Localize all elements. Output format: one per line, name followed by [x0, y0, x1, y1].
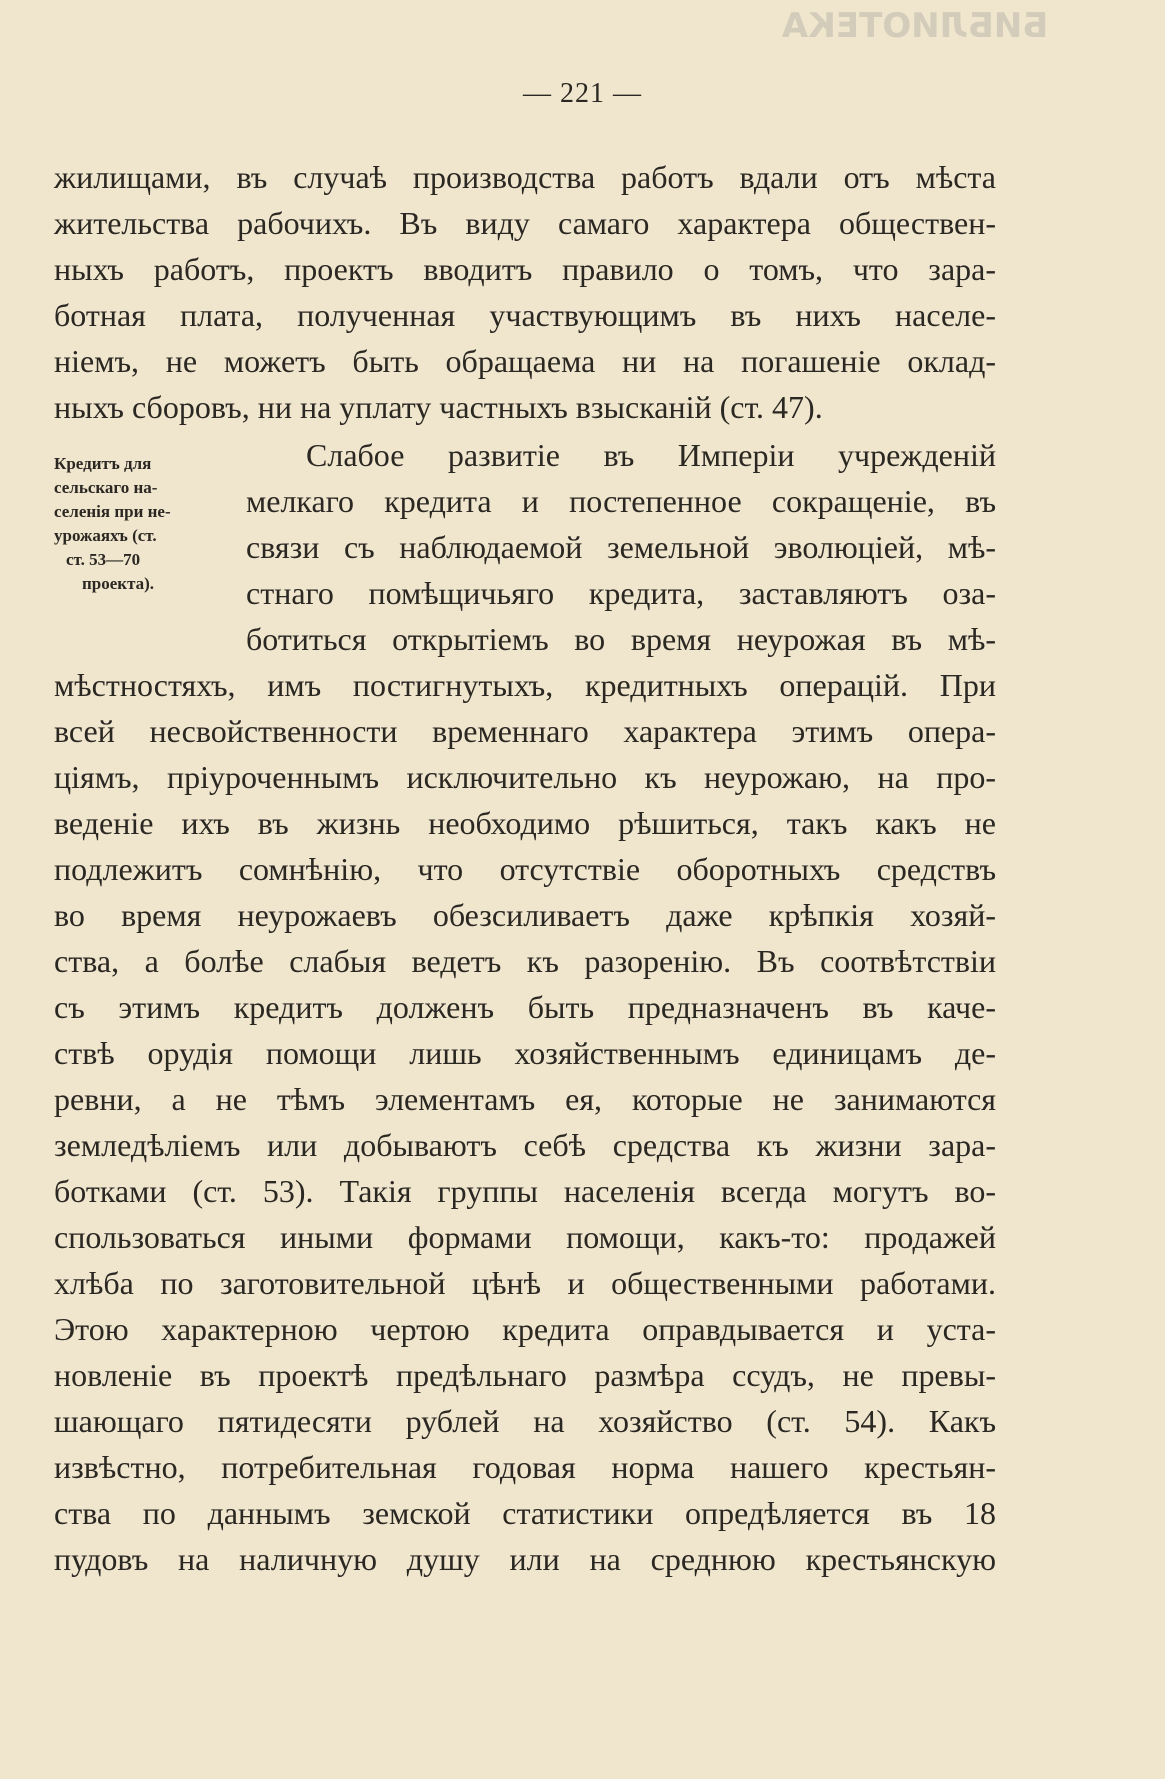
- text-line: ціямъ, пріуроченнымъ исключительно къ неурожаю, на про-: [54, 759, 996, 795]
- text-line: ботками (ст. 53). Такія группы населенія всегда могутъ во-: [54, 1173, 996, 1209]
- text-line: хлѣба по заготовительной цѣнѣ и общественными работами.: [54, 1265, 996, 1301]
- text-line: ныхъ сборовъ, ни на уплату частныхъ взысканій (ст. 47).: [54, 389, 823, 425]
- text-line: ботиться открытіемъ во время неурожая въ мѣ-: [246, 621, 996, 657]
- text-line: ства по даннымъ земской статистики опредѣляется въ 18: [54, 1495, 996, 1531]
- text-line: пудовъ на наличную душу или на среднюю крестьянскую: [54, 1541, 996, 1577]
- text-line: мѣстностяхъ, имъ постигнутыхъ, кредитныхъ операцій. При: [54, 667, 996, 703]
- margin-note-line: селенія при не-: [54, 502, 171, 521]
- text-line: жилищами, въ случаѣ производства работъ вдали отъ мѣста: [54, 159, 996, 195]
- text-line: ніемъ, не можетъ быть обращаема ни на погашеніе оклад-: [54, 343, 996, 379]
- text-line: мелкаго кредита и постепенное сокращеніе, въ: [246, 483, 996, 519]
- text-line: извѣстно, потребительная годовая норма нашего крестьян-: [54, 1449, 996, 1485]
- text-line: веденіе ихъ въ жизнь необходимо рѣшиться, такъ какъ не: [54, 805, 996, 841]
- margin-note-line: сельскаго на-: [54, 478, 158, 497]
- text-line: связи съ наблюдаемой земельной эволюціей, мѣ-: [246, 529, 996, 565]
- text-line: Этою характерною чертою кредита оправдывается и уста-: [54, 1311, 996, 1347]
- text-line: ревни, а не тѣмъ элементамъ ея, которые не занимаются: [54, 1081, 996, 1117]
- text-line: земледѣліемъ или добываютъ себѣ средства къ жизни зара-: [54, 1127, 996, 1163]
- margin-note-line: урожаяхъ (ст.: [54, 526, 157, 545]
- text-line: ныхъ работъ, проектъ вводитъ правило о томъ, что зара-: [54, 251, 996, 287]
- margin-note-line: Кредитъ для: [54, 454, 152, 473]
- margin-note: [54, 452, 230, 596]
- text-line: Слабое развитіе въ Имперіи учрежденій: [306, 437, 996, 473]
- text-line: шающаго пятидесяти рублей на хозяйство (ст. 54). Какъ: [54, 1403, 996, 1439]
- page-number: — 221 —: [523, 78, 642, 109]
- text-line: ствѣ орудія помощи лишь хозяйственнымъ единицамъ де-: [54, 1035, 996, 1071]
- text-line: во время неурожаевъ обезсиливаетъ даже крѣпкія хозяй-: [54, 897, 996, 933]
- text-line: стнаго помѣщичьяго кредита, заставляютъ оза-: [246, 575, 996, 611]
- text-line: подлежитъ сомнѣнію, что отсутствіе оборотныхъ средствъ: [54, 851, 996, 887]
- text-line: всей несвойственности временнаго характера этимъ опера-: [54, 713, 996, 749]
- text-line: ботная плата, полученная участвующимъ въ нихъ населе-: [54, 297, 996, 333]
- library-stamp: БИБЛИОТЕКА: [781, 6, 1049, 46]
- text-line: съ этимъ кредитъ долженъ быть предназначенъ въ каче-: [54, 989, 996, 1025]
- margin-note-line: проекта).: [82, 574, 155, 593]
- text-line: ства, а болѣе слабыя ведетъ къ разоренію. Въ соотвѣтствіи: [54, 943, 996, 979]
- text-line: новленіе въ проектѣ предѣльнаго размѣра ссудъ, не превы-: [54, 1357, 996, 1393]
- text-line: спользоваться иными формами помощи, какъ-то: продажей: [54, 1219, 996, 1255]
- text-line: жительства рабочихъ. Въ виду самаго характера обществен-: [54, 205, 996, 241]
- margin-note-line: ст. 53—70: [66, 550, 141, 569]
